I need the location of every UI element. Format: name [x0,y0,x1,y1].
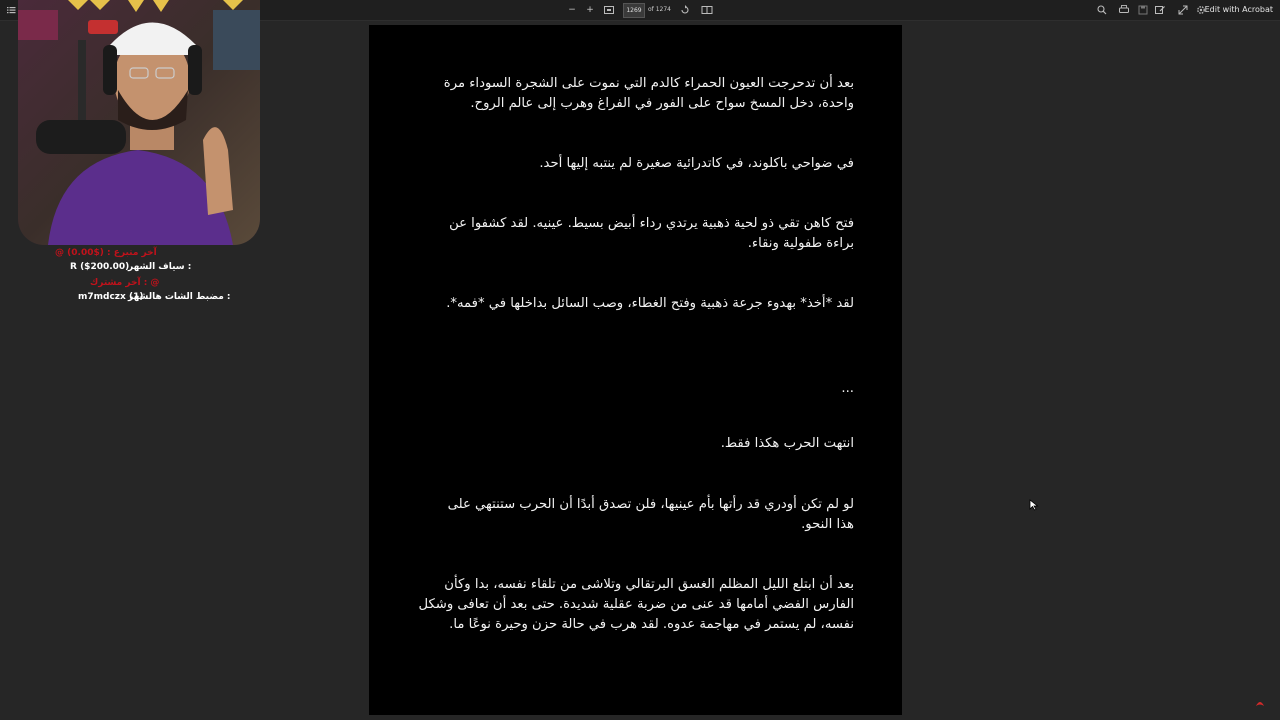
edit-with-acrobat-button[interactable]: Edit with Acrobat [1204,5,1273,14]
last-subscriber-label: آخر مشترك : @ [90,278,160,288]
menu-icon[interactable] [4,2,18,18]
pdf-page [369,25,902,715]
paragraph-line: لقد *أخذ* بهدوء جرعة ذهبية وفتح الغطاء، وصب السائل بداخلها في *فمه*. [446,296,854,311]
page-number-input[interactable]: 1269 [623,3,645,18]
paragraph-line: الفارس الفضي أمامها قد عنى من ضربة عقلية شديدة. حتى بعد أن تعافى وشكل [418,597,854,612]
paragraph-line: بعد أن ابتلع الليل المظلم الغسق البرتقالي وتلاشى من تلقاء نفسه، بدا وكأن [444,577,854,592]
zoom-out-icon[interactable]: − [568,5,576,15]
fit-page-icon[interactable] [602,2,616,18]
acrobat-icon[interactable] [1255,692,1265,702]
save-icon[interactable] [1136,2,1150,18]
paragraph-line: فتح كاهن تقي ذو لحية ذهبية يرتدي رداء أبيض بسيط. عينيه. لقد كشفوا عن [449,216,854,231]
month-donor-value: R ($200.00) [70,262,130,272]
paragraph-line: هذا النحو. [801,517,854,532]
paragraph-line: انتهت الحرب هكذا فقط. [720,436,854,451]
webcam-image [18,0,260,245]
two-page-icon[interactable] [700,2,714,18]
paragraph-line: واحدة، دخل المسخ سواح على الفور في الفراغ وهرب إلى عالم الروح. [470,96,854,111]
expand-icon[interactable] [1176,2,1190,18]
rotate-icon[interactable] [678,2,692,18]
mouse-cursor-icon [1029,496,1039,515]
month-donor-label: سياف الشهر : [128,262,192,272]
paragraph-line: في ضواحي باكلوند، في كاتدرائية صغيرة لم ينتبه إليها أحد. [539,156,854,171]
paragraph-line: ... [841,381,854,396]
chat-moderator-value: m7mdczx (1) [78,292,144,302]
paragraph-line: براءة طفولية ونقاء. [747,236,854,251]
paragraph-line: لو لم تكن أودري قد رأتها بأم عينيها، فلن تصدق أبدًا أن الحرب ستنتهي على [447,497,854,512]
last-donor-label: @ آخر متبرع : ($0.00) [55,248,157,258]
fill-sign-icon[interactable] [1153,2,1167,18]
zoom-in-icon[interactable]: + [586,5,594,15]
page-total-label: of 1274 [648,6,671,13]
search-icon[interactable] [1095,2,1109,18]
print-icon[interactable] [1117,2,1131,18]
paragraph-line: بعد أن تدحرجت العيون الحمراء كالدم التي نموت على الشجرة السوداء مرة [443,76,854,91]
chat-moderator-label: مضبط الشات هالشهر : [128,292,231,302]
paragraph-line: نفسه، لم يستمر في مهاجمة عدوه. لقد هرب في حالة حزن وحيرة نوعًا ما. [449,617,854,632]
webcam-overlay [18,0,260,245]
